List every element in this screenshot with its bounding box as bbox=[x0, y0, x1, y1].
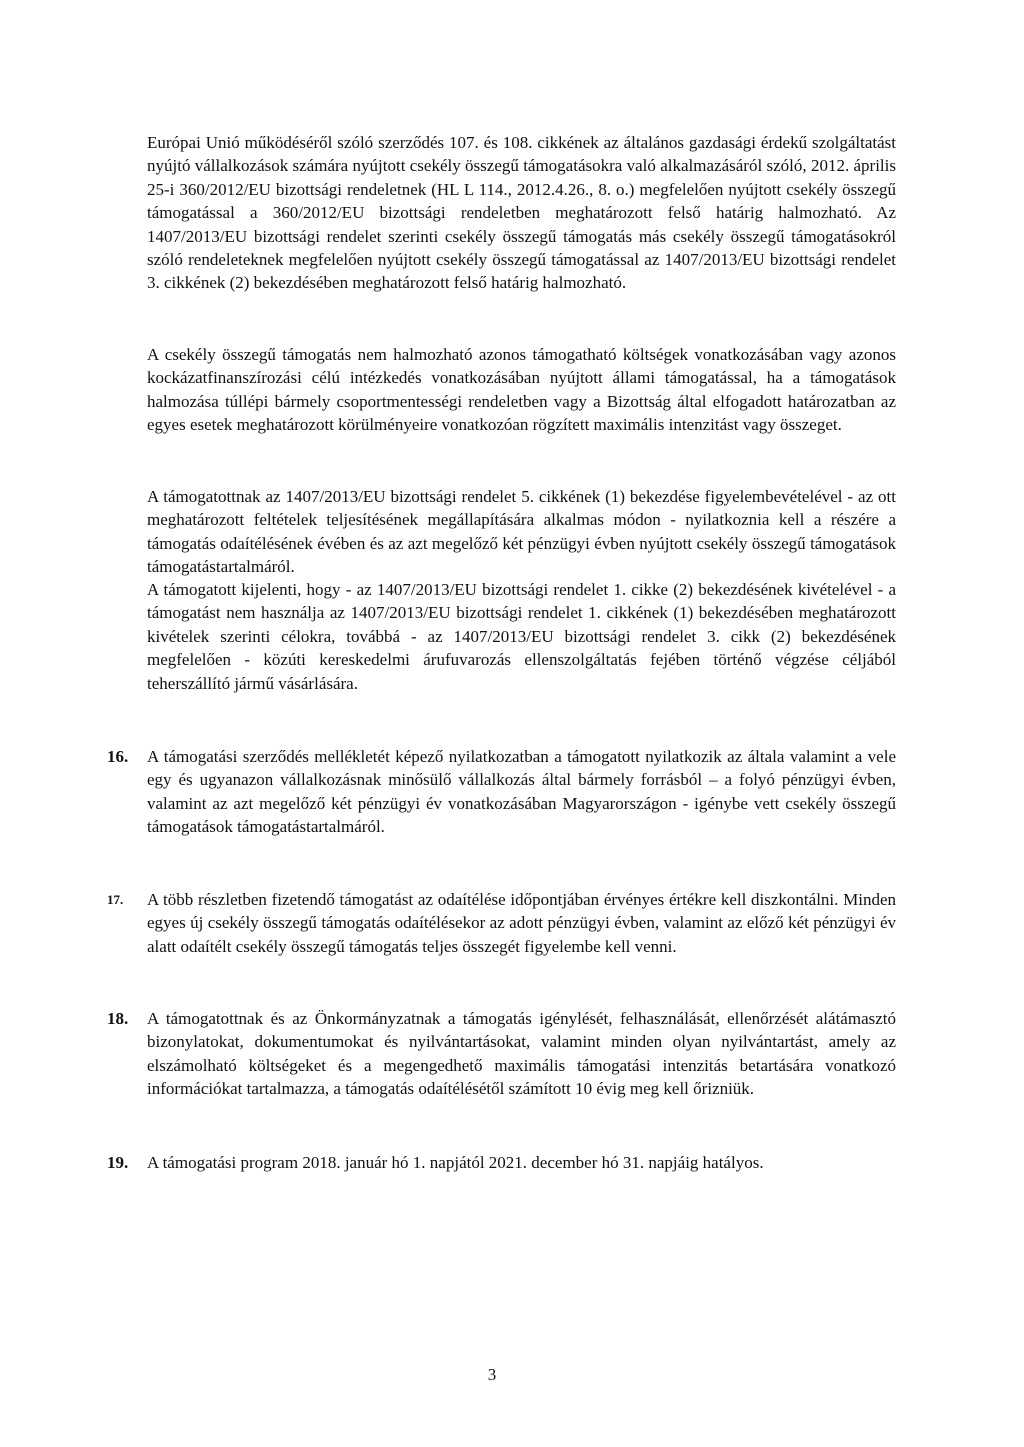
paragraph-exceptions: A támogatott kijelenti, hogy - az 1407/2013/EU bizottsági rendelet 1. cikke (2) bekezdésének kivételével - a támogatást nem használja az 1407/2013/EU bizottsági rendelet 1. cikkének (1) bekezdésében meghatározott kivételek szerinti célokra, továbbá - az 1407/2013/EU bizottsági rendelet 3. cikk (2) bekezdésének megfelelően - közúti kereskedelmi árufuvarozás ellenszolgáltatás fejében történő végzése céljából teherszállító jármű vásárlására. bbox=[147, 580, 896, 693]
item-number: 17. bbox=[107, 892, 124, 907]
list-item-19 bbox=[107, 1151, 896, 1174]
paragraph-cumulation-state-aid: A csekély összegű támogatás nem halmozható azonos támogatható költségek vonatkozásában vagy azonos kockázatfinanszírozási célú intézkedés vonatkozásában nyújtott állami támogatással, ha a támogatások halmozása túllépi bármely csoportmentességi rendeletben vagy a Bizottság által elfogadott határozatban az egyes esetek meghatározott körülményeire vonatkozóan rögzített maximális intenzitást vagy összeget. bbox=[147, 345, 896, 435]
list-item-16 bbox=[107, 745, 896, 839]
paragraph-cumulation-360-2012: Európai Unió működéséről szóló szerződés 107. és 108. cikkének az általános gazdasági érdekű szolgáltatást nyújtó vállalkozások számára nyújtott csekély összegű támogatásokra való alkalmazásáról szóló, 2012. április 25-i 360/2012/EU bizottsági rendeletnek (HL L 114., 2012.4.26., 8. o.) megfelelően nyújtott csekély összegű támogatással a 360/2012/EU bizottsági rendeletben meghatározott felső határig halmozható. Az 1407/2013/EU bizottsági rendelet szerinti csekély összegű támogatás más csekély összegű támogatásokról szóló rendeleteknek megfelelően nyújtott csekély összegű támogatással az 1407/2013/EU bizottsági rendelet 3. cikkének (2) bekezdésében meghatározott felső határig halmozható. bbox=[147, 133, 896, 293]
list-item-18 bbox=[107, 1007, 896, 1101]
item-number: 16. bbox=[107, 747, 129, 766]
item-number: 18. bbox=[107, 1009, 129, 1028]
item-text: A több részletben fizetendő támogatást az odaítélése időpontjában érvényes értékre kell diszkontálni. Minden egyes új csekély összegű támogatás odaítélésekor az adott pénzügyi évben, valamint az előző két pénzügyi év alatt odaítélt csekély összegű támogatás teljes összegét figyelembe kell venni. bbox=[147, 890, 896, 956]
list-item-17 bbox=[107, 888, 896, 958]
item-text: A támogatási program 2018. január hó 1. napjától 2021. december hó 31. napjáig hatályos. bbox=[147, 1153, 764, 1172]
paragraph-declaration: A támogatottnak az 1407/2013/EU bizottsági rendelet 5. cikkének (1) bekezdése figyelembevételével - az ott meghatározott feltételek teljesítésének megállapítására alkalmas módon - nyilatkoznia kell a részére a támogatás odaítélésének évében és az azt megelőző két pénzügyi évben nyújtott csekély összegű támogatások támogatástartalmáról. bbox=[147, 487, 896, 577]
item-number: 19. bbox=[107, 1153, 129, 1172]
item-text: A támogatottnak és az Önkormányzatnak a támogatás igénylését, felhasználását, ellenőrzését alátámasztó bizonylatokat, dokumentumokat és nyilvántartásokat, valamint minden olyan nyilvántartást, amely az elszámolható költségeket és a megengedhető maximális támogatási intenzitás betartására vonatkozó információkat tartalmazza, a támogatás odaítélésétől számított 10 évig meg kell őrizniük. bbox=[147, 1009, 896, 1099]
item-text: A támogatási szerződés mellékletét képező nyilatkozatban a támogatott nyilatkozik az általa valamint a vele egy és ugyanazon vállalkozásnak minősülő vállalkozás által bármely forrásból – a folyó pénzügyi évben, valamint az azt megelőző két pénzügyi év vonatkozásában Magyarországon - igénybe vett csekély összegű támogatások támogatástartalmáról. bbox=[147, 747, 896, 837]
page-number: 3 bbox=[487, 1365, 497, 1384]
